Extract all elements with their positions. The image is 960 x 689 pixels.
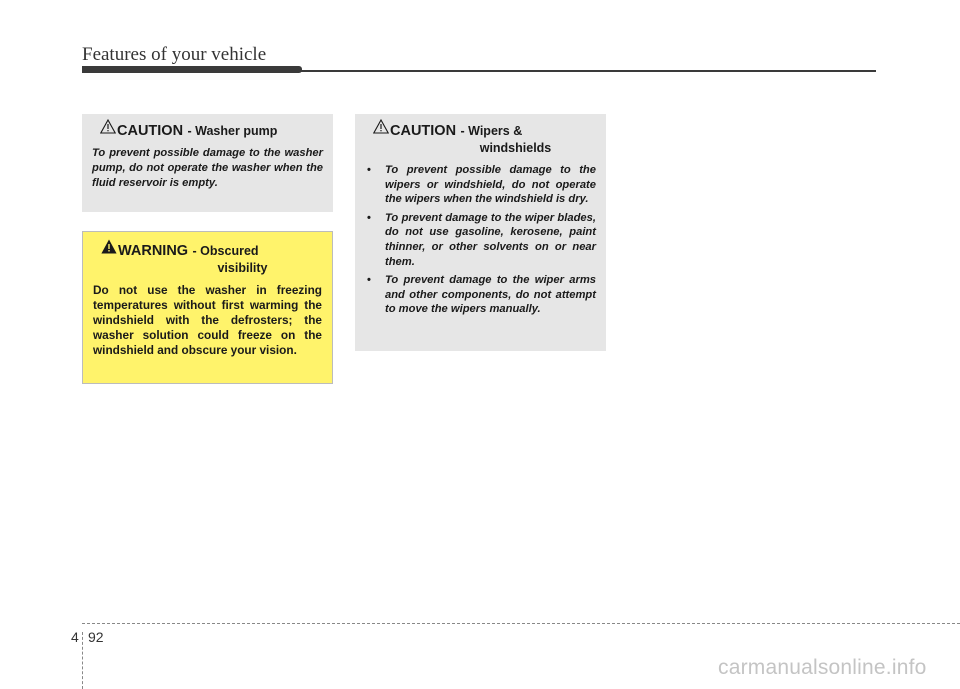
watermark: carmanualsonline.info <box>718 656 927 679</box>
header-bar <box>82 66 302 73</box>
caution-washer-pump-box <box>82 114 333 212</box>
caution-wipers-heading <box>365 122 596 157</box>
caution-wipers-box <box>355 114 606 351</box>
warning-label: WARNING <box>118 243 189 259</box>
warning-visibility-box <box>82 231 333 384</box>
caution-triangle-icon <box>100 119 116 134</box>
caution-subtitle: - Washer pump <box>187 124 278 138</box>
list-item: • To prevent damage to the wiper arms and other components, do not attempt to move the wipers manually. <box>365 273 596 317</box>
caution-label: CAUTION <box>390 123 457 139</box>
caution-washer-pump-heading <box>92 122 323 140</box>
warning-subtitle-line1: - Obscured <box>192 244 259 258</box>
list-item: • To prevent possible damage to the wipers or windshield, do not operate the wipers when the windshield is dry. <box>365 163 596 207</box>
caution-washer-pump-text: To prevent possible damage to the washer pump, do not operate the washer when the fluid reservoir is empty. <box>92 147 323 189</box>
warning-visibility-heading <box>93 242 322 277</box>
list-item: • To prevent damage to the wiper blades, do not use gasoline, kerosene, paint thinner, or other solvents on or near them. <box>365 211 596 269</box>
header-title: Features of your vehicle <box>82 44 267 65</box>
caution-triangle-icon <box>373 119 389 134</box>
caution-wipers-list <box>365 163 596 317</box>
footer-vertical-rule <box>82 632 83 689</box>
chapter-number: 4 <box>71 629 79 645</box>
header-rule <box>300 70 876 72</box>
caution-subtitle-line1: - Wipers & <box>460 124 523 138</box>
caution-subtitle-line2: windshields <box>479 141 552 155</box>
warning-triangle-icon <box>101 239 117 254</box>
warning-visibility-text: Do not use the washer in freezing temperatures without first warming the windshield with the defrosters; the washer solution could freeze on the windshield and obscure your vision. <box>93 283 322 357</box>
caution-label: CAUTION <box>117 123 184 139</box>
warning-subtitle-line2: visibility <box>217 261 268 275</box>
page-number: 92 <box>88 629 104 645</box>
footer-rule <box>82 623 960 624</box>
